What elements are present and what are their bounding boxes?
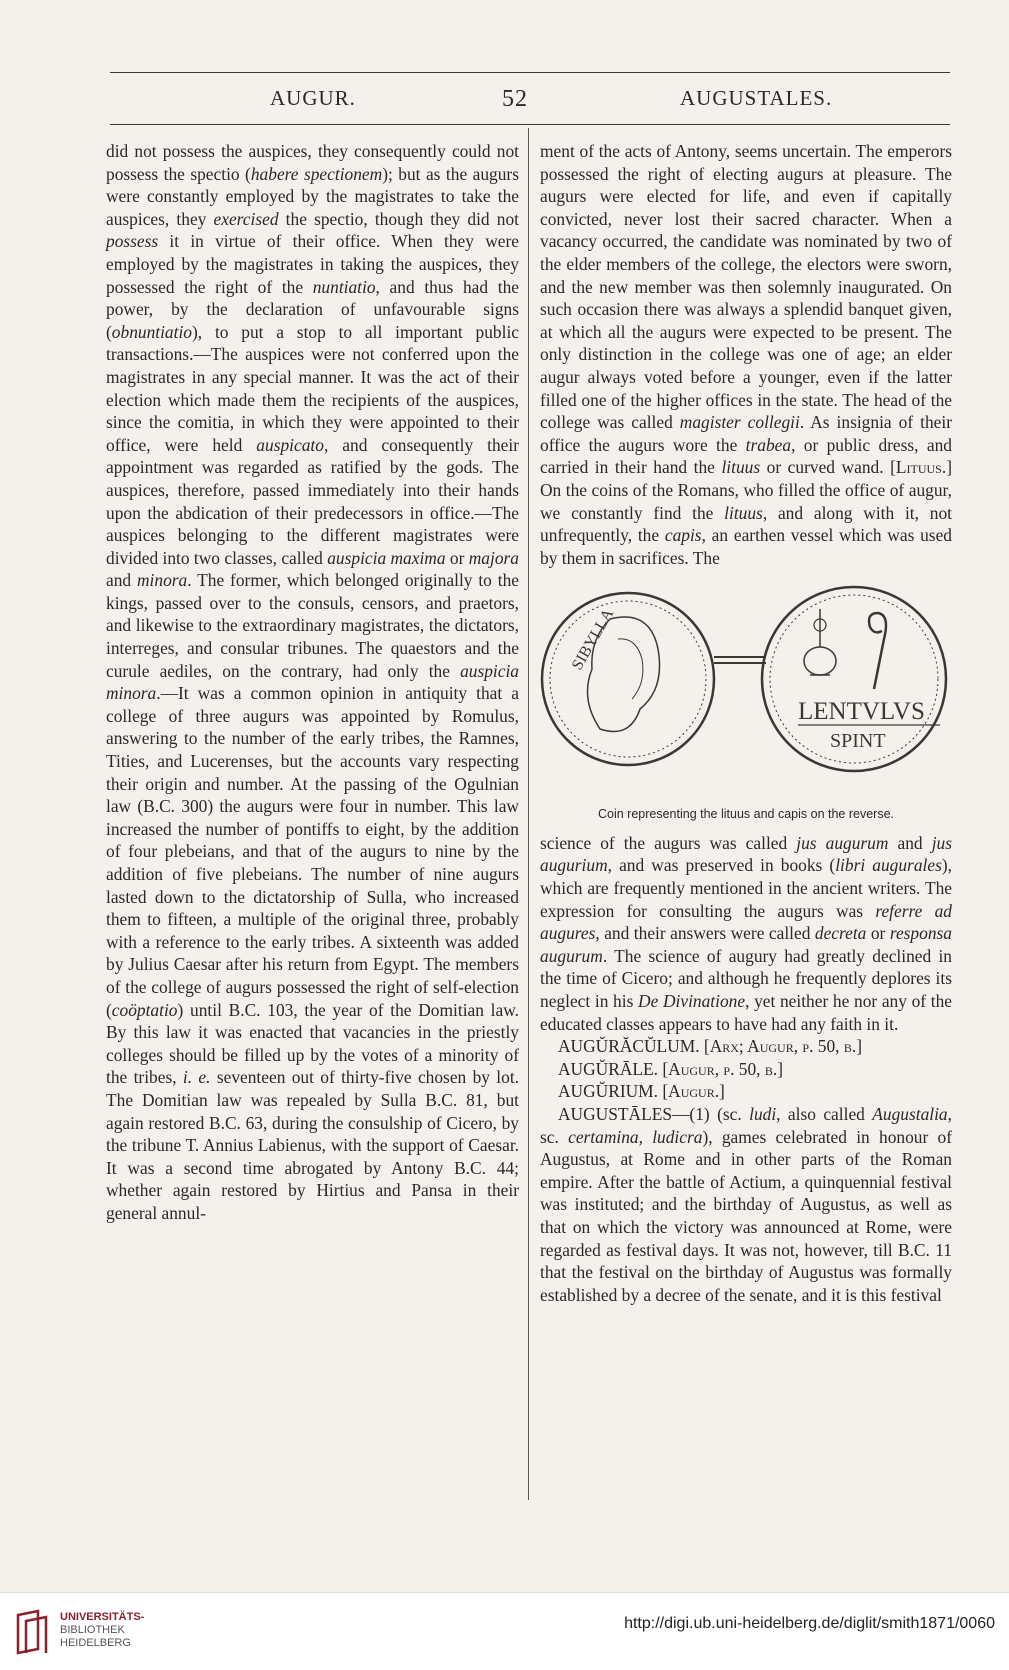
- footer-bar: [0, 1592, 1009, 1670]
- coin-obverse: [542, 593, 714, 765]
- top-rule: [110, 72, 950, 73]
- right-column-text-bottom: science of the augurs was called jus augurum and jus augurium, and was preserved in books (libri augurales), which are frequently mentioned in the ancient writers. The expression for consulting the augurs was referre ad augures, and their answers were called decreta or responsa augurum. The science of augury had greatly declined in the time of Cicero; and although he frequently deplores its neglect in his De Divinatione, yet neither he nor any of the educated classes appears to have had any faith in it.: [540, 832, 952, 1034]
- right-column: [540, 140, 952, 1306]
- right-column-text-top: ment of the acts of Antony, seems uncertain. The emperors possessed the right of electing augurs at pleasure. The augurs were elected for life, and even if capitally convicted, never lost their sacred character. When a vacancy occurred, the candidate was nominated by two of the elder members of the college, the electors were sworn, and the new member was then solemnly inaugurated. On such occasion there was always a splendid banquet given, at which all the augurs were expected to be present. The only distinction in the college was one of age; an elder augur always voted before a younger, even if the latter filled one of the higher offices in the state. The head of the college was called magister collegii. As insignia of their office the augurs wore the trabea, or public dress, and carried in their hand the lituus or curved wand. [Lituus.] On the coins of the Romans, who filled the office of augur, we constantly find the lituus, and along with it, not unfrequently, the capis, an earthen vessel which was used by them in sacrifices. The: [540, 141, 953, 568]
- lituus-icon: [869, 613, 886, 689]
- coin-figure: [540, 579, 952, 801]
- library-logo-icon: [12, 1607, 56, 1657]
- coin-caption: Coin representing the lituus and capis on the reverse.: [597, 807, 894, 822]
- reverse-legend: LENTVLVS: [798, 698, 925, 726]
- column-divider: [528, 128, 529, 1500]
- library-name: UNIVERSITÄTS- BIBLIOTHEK HEIDELBERG: [60, 1611, 145, 1649]
- left-column: [106, 140, 519, 1225]
- left-column-text: did not possess the auspices, they consequently could not possess the spectio (habere spectionem); but as the augurs were constantly employed by the magistrates to take the auspices, they exercised the spectio, though they did not possess it in virtue of their office. When they were employed by the magistrates in taking the auspices, they possessed the right of the nuntiatio, and thus had the power, by the declaration of unfavourable signs (obnuntiatio), to put a stop to all important public transactions.—The auspices were not conferred upon the magistrates in any special manner. It was the act of their election which made them the recipients of the auspices, since the comitia, in which they were appointed to their office, were held auspicato, and consequently their appointment was regarded as ratified by the gods. The auspices, therefore, passed immediately into their hands upon the abdication of their predecessors in office.—The auspices belonging to the different magistrates were divided into two classes, called auspicia maxima or majora and minora. The former, which belonged originally to the kings, passed over to the consuls, censors, and praetors, and likewise to the extraordinary magistrates, the dictators, interreges, and consular tribunes. The quaestors and the curule aediles, on the contrary, had only the auspicia minora.—It was a common opinion in antiquity that a college of three augurs was appointed by Romulus, answering to the number of the early tribes, the Ramnes, Tities, and Lucerenses, but the accounts vary respecting their origin and number. At the passing of the Ogulnian law (B.C. 300) the augurs were four in number. This law increased the number of pontiffs to eight, by the addition of four plebeians, and that of the augurs to nine by the addition of five plebeians. The number of nine augurs lasted down to the dictatorship of Sulla, who increased them to fifteen, a multiple of the original three, probably with a reference to the early tribes. A sixteenth was added by Julius Caesar after his return from Egypt. The members of the college of augurs possessed the right of self-election (coöptatio) until B.C. 103, the year of the Domitian law. By this law it was enacted that vacancies in the priestly colleges should be filled up by the votes of a minority of the tribes, i. e. seventeen out of thirty-five chosen by lot. The Domitian law was repealed by Sulla B.C. 81, but again restored B.C. 63, during the consulship of Cicero, by the tribune T. Annius Labienus, with the support of Caesar. It was a second time abrogated by Antony B.C. 44; whether again restored by Hirtius and Pansa in their general annul-: [106, 141, 519, 1223]
- page-number: 52: [502, 86, 528, 112]
- entry-augurium: AUGŬRIUM. [Augur.]: [558, 1081, 725, 1102]
- entry-auguraculum: AUGŬRĂCŬLUM. [Arx; Augur, p. 50, b.]: [558, 1036, 862, 1057]
- reverse-sub-legend: SPINT: [830, 730, 886, 753]
- coin-reverse: [762, 587, 946, 771]
- coin-illustration: [540, 579, 952, 801]
- capis-icon: [804, 609, 836, 675]
- head-left-keyword: AUGUR.: [270, 86, 356, 110]
- entry-augurale: AUGŬRĀLE. [Augur, p. 50, b.]: [558, 1058, 784, 1079]
- head-right-keyword: AUGUSTALES.: [680, 86, 833, 110]
- source-url-link[interactable]: http://digi.ub.uni-heidelberg.de/diglit/smith1871/0060: [624, 1615, 995, 1632]
- obverse-legend: SIBYLLA: [568, 606, 618, 674]
- entry-augustales: AUGUSTĀLES—(1) (sc. ludi, also called Augustalia, sc. certamina, ludicra), games celebrated in honour of Augustus, at Rome and in other parts of the Roman empire. After the battle of Actium, a quinquennial festival was instituted; and the birthday of Augustus, as well as that on which the victory was announced at Rome, were regarded as festival days. It was not, however, till B.C. 11 that the festival on the birthday of Augustus was formally established by a decree of the senate, and it is this festival: [540, 1104, 952, 1305]
- running-head: [110, 86, 950, 120]
- header-rule: [110, 124, 950, 125]
